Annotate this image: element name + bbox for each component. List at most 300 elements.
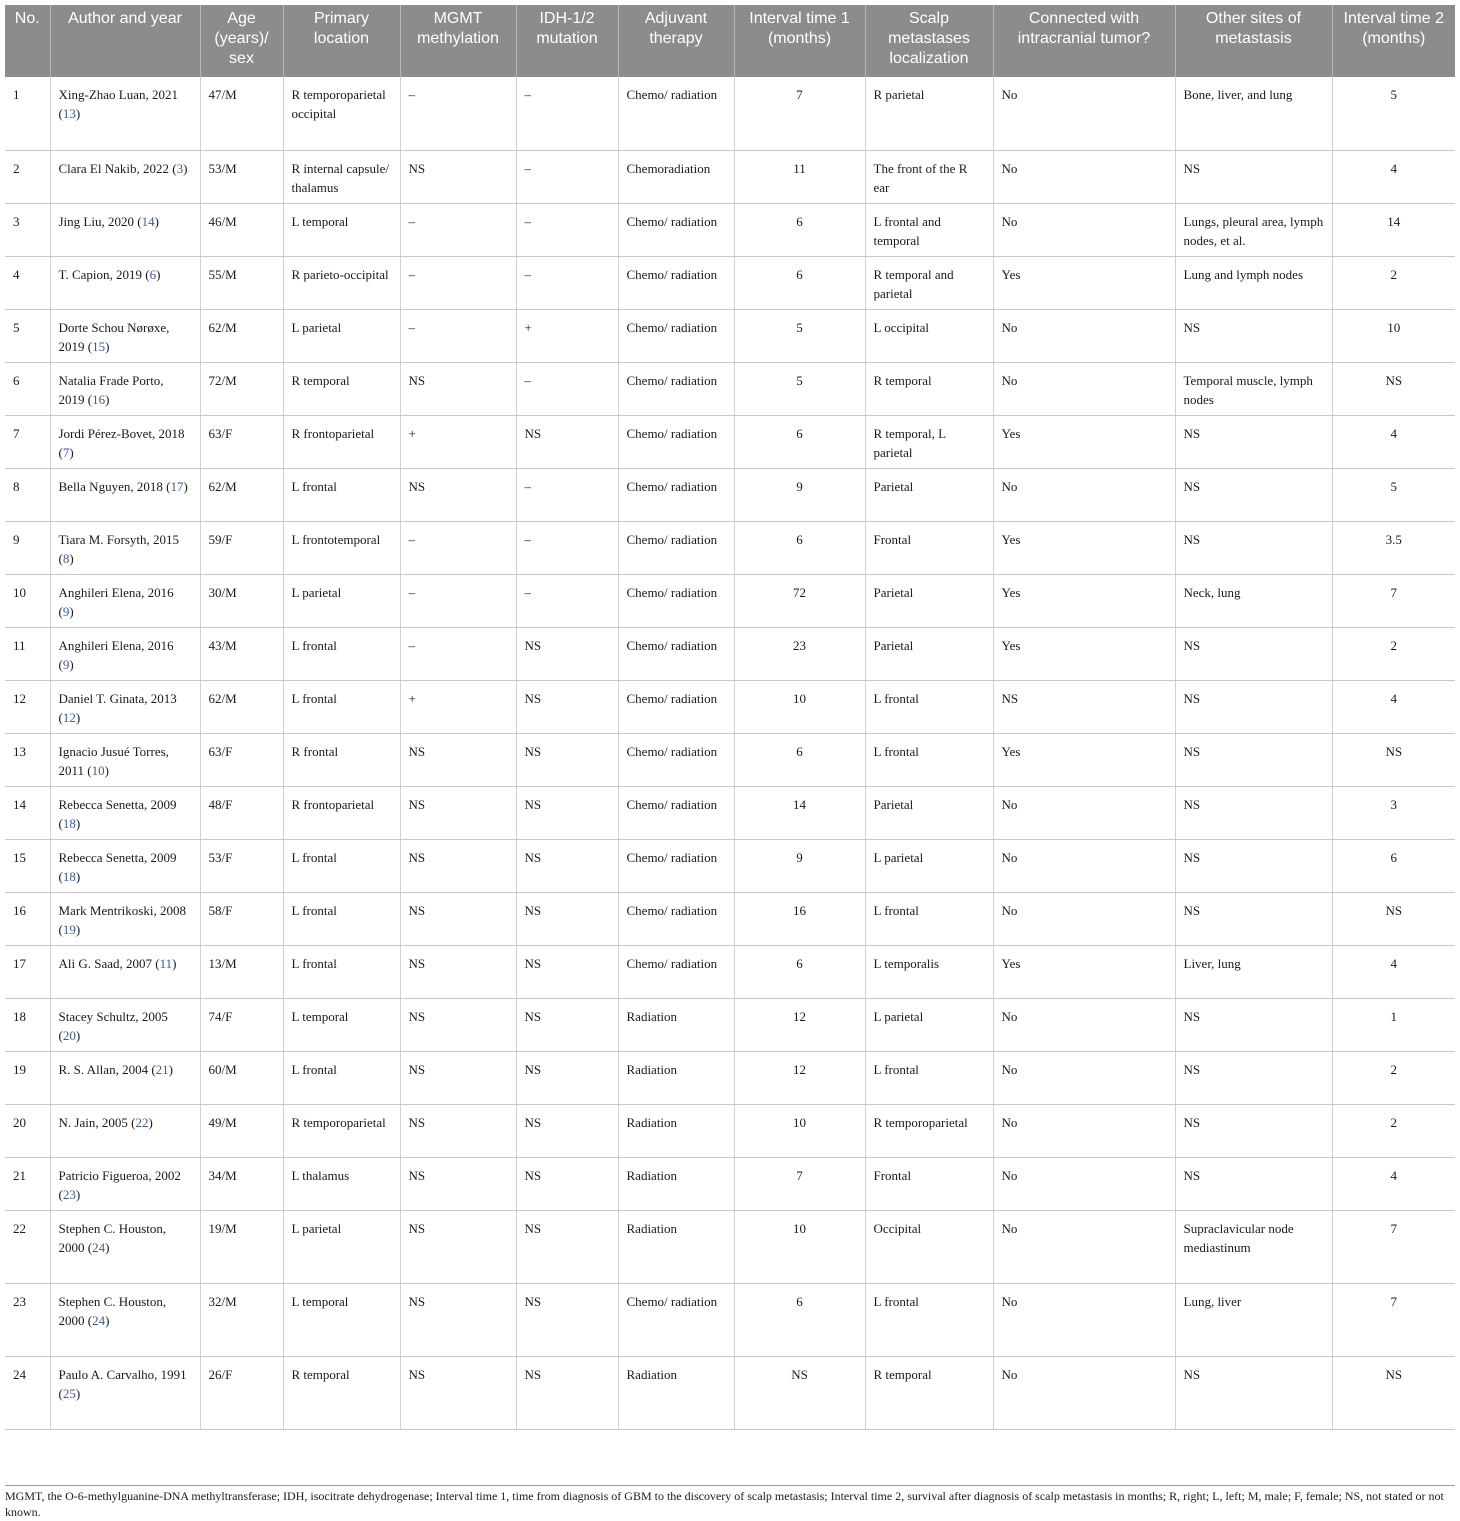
cell-scalp: Frontal	[865, 1157, 993, 1210]
cell-scalp: The front of the R ear	[865, 150, 993, 203]
header-connected: Connected with intracranial tumor?	[993, 5, 1175, 77]
cell-no: 3	[5, 203, 50, 256]
cell-location: L frontotemporal	[283, 521, 400, 574]
cell-scalp: Frontal	[865, 521, 993, 574]
cell-mgmt: –	[400, 77, 516, 150]
cell-idh: NS	[516, 1210, 618, 1283]
cell-interval2: NS	[1332, 892, 1455, 945]
cell-no: 13	[5, 733, 50, 786]
author-name: Dorte Schou Nørøxe, 2019	[58, 319, 170, 354]
cell-scalp: R temporal	[865, 1356, 993, 1429]
reference-link[interactable]: 18	[62, 815, 76, 831]
cell-other: Supraclavicular node mediastinum	[1175, 1210, 1332, 1283]
cell-therapy: Chemo/ radiation	[618, 415, 734, 468]
header-row	[5, 5, 1455, 77]
table-row	[5, 521, 1455, 574]
cell-connected: No	[993, 839, 1175, 892]
reference-link[interactable]: 13	[62, 106, 76, 121]
cell-interval2: 4	[1332, 945, 1455, 998]
author-name: Clara El Nakib, 2022	[58, 160, 169, 176]
header-mgmt: MGMT methylation	[400, 5, 516, 77]
cell-other: NS	[1175, 468, 1332, 521]
cell-connected: Yes	[993, 574, 1175, 627]
cell-therapy: Chemo/ radiation	[618, 521, 734, 574]
cell-connected: No	[993, 150, 1175, 203]
cell-mgmt: –	[400, 203, 516, 256]
table-container	[5, 5, 1455, 1430]
author-name: Natalia Frade Porto, 2019	[58, 372, 164, 407]
cell-no: 14	[5, 786, 50, 839]
cell-other: NS	[1175, 150, 1332, 203]
cell-no: 22	[5, 1210, 50, 1283]
cell-age: 19/M	[200, 1210, 283, 1283]
cell-therapy: Chemo/ radiation	[618, 839, 734, 892]
reference-link[interactable]: 24	[92, 1312, 106, 1328]
cell-idh: –	[516, 468, 618, 521]
cell-interval2: 2	[1332, 1051, 1455, 1104]
cell-age: 26/F	[200, 1356, 283, 1429]
cell-scalp: L frontal	[865, 1283, 993, 1356]
cell-age: 58/F	[200, 892, 283, 945]
cell-other: NS	[1175, 627, 1332, 680]
cell-location: L frontal	[283, 1051, 400, 1104]
cell-interval2: 7	[1332, 574, 1455, 627]
cell-scalp: L parietal	[865, 839, 993, 892]
cell-interval1: 7	[734, 1157, 865, 1210]
cell-mgmt: NS	[400, 1356, 516, 1429]
cell-interval1: 6	[734, 415, 865, 468]
header-other: Other sites of metastasis	[1175, 5, 1332, 77]
cell-location: L frontal	[283, 680, 400, 733]
table-row	[5, 786, 1455, 839]
author-name: Jordi Pérez-Bovet, 2018	[58, 425, 185, 441]
cell-author: Rebecca Senetta, 2009 (18)	[50, 786, 200, 839]
cell-author: T. Capion, 2019 (6)	[50, 256, 200, 309]
cell-no: 19	[5, 1051, 50, 1104]
cell-age: 53/M	[200, 150, 283, 203]
author-name: R. S. Allan, 2004	[58, 1061, 149, 1077]
header-idh: IDH-1/2 mutation	[516, 5, 618, 77]
cell-other: Liver, lung	[1175, 945, 1332, 998]
author-name: Rebecca Senetta, 2009	[58, 796, 177, 812]
scalp-metastasis-table	[5, 5, 1455, 1430]
table-row	[5, 1356, 1455, 1429]
table-row	[5, 309, 1455, 362]
author-name: Stacey Schultz, 2005	[58, 1008, 168, 1024]
cell-idh: NS	[516, 627, 618, 680]
cell-interval2: NS	[1332, 1356, 1455, 1429]
cell-mgmt: NS	[400, 1210, 516, 1283]
cell-interval1: 7	[734, 77, 865, 150]
cell-mgmt: –	[400, 627, 516, 680]
cell-other: Neck, lung	[1175, 574, 1332, 627]
cell-other: NS	[1175, 1157, 1332, 1210]
reference-link[interactable]: 20	[62, 1027, 76, 1043]
cell-no: 8	[5, 468, 50, 521]
cell-location: L parietal	[283, 309, 400, 362]
cell-age: 13/M	[200, 945, 283, 998]
cell-age: 63/F	[200, 733, 283, 786]
cell-interval1: 6	[734, 256, 865, 309]
reference-link[interactable]: 11	[159, 955, 173, 971]
cell-other: NS	[1175, 680, 1332, 733]
table-row	[5, 203, 1455, 256]
cell-idh: NS	[516, 1104, 618, 1157]
cell-interval2: 7	[1332, 1283, 1455, 1356]
cell-idh: NS	[516, 892, 618, 945]
table-row	[5, 574, 1455, 627]
cell-interval1: 10	[734, 680, 865, 733]
cell-age: 47/M	[200, 77, 283, 150]
cell-other: Lungs, pleural area, lymph nodes, et al.	[1175, 203, 1332, 256]
reference-link[interactable]: 16	[92, 391, 106, 407]
cell-connected: No	[993, 786, 1175, 839]
cell-age: 32/M	[200, 1283, 283, 1356]
cell-idh: NS	[516, 1157, 618, 1210]
author-name: T. Capion, 2019	[58, 266, 143, 282]
cell-other: NS	[1175, 1104, 1332, 1157]
cell-idh: NS	[516, 998, 618, 1051]
cell-therapy: Chemo/ radiation	[618, 680, 734, 733]
reference-link[interactable]: 15	[92, 338, 106, 354]
cell-author: Jing Liu, 2020 (14)	[50, 203, 200, 256]
cell-location: R frontoparietal	[283, 415, 400, 468]
table-row	[5, 680, 1455, 733]
cell-mgmt: NS	[400, 1051, 516, 1104]
table-row	[5, 892, 1455, 945]
table-row	[5, 362, 1455, 415]
cell-connected: No	[993, 892, 1175, 945]
cell-age: 74/F	[200, 998, 283, 1051]
cell-mgmt: –	[400, 309, 516, 362]
cell-mgmt: NS	[400, 1283, 516, 1356]
author-name: Anghileri Elena, 2016	[58, 637, 174, 653]
cell-mgmt: +	[400, 680, 516, 733]
cell-scalp: L frontal and temporal	[865, 203, 993, 256]
cell-location: R temporal	[283, 362, 400, 415]
table-row	[5, 733, 1455, 786]
cell-age: 43/M	[200, 627, 283, 680]
cell-idh: –	[516, 574, 618, 627]
cell-scalp: L occipital	[865, 309, 993, 362]
table-row	[5, 415, 1455, 468]
header-interval1: Interval time 1 (months)	[734, 5, 865, 77]
cell-therapy: Chemo/ radiation	[618, 786, 734, 839]
cell-mgmt: NS	[400, 892, 516, 945]
cell-scalp: Parietal	[865, 468, 993, 521]
reference-link[interactable]: 18	[62, 868, 76, 884]
cell-therapy: Chemoradiation	[618, 150, 734, 203]
cell-idh: –	[516, 77, 618, 150]
header-no: No.	[5, 5, 50, 77]
header-location: Primary location	[283, 5, 400, 77]
cell-location: R temporal	[283, 1356, 400, 1429]
cell-other: Bone, liver, and lung	[1175, 77, 1332, 150]
cell-connected: No	[993, 1283, 1175, 1356]
cell-idh: –	[516, 362, 618, 415]
cell-mgmt: NS	[400, 839, 516, 892]
author-name: Patricio Figueroa, 2002	[58, 1167, 181, 1183]
cell-therapy: Radiation	[618, 1210, 734, 1283]
cell-other: NS	[1175, 998, 1332, 1051]
cell-no: 21	[5, 1157, 50, 1210]
reference-link[interactable]: 19	[62, 921, 76, 937]
table-footnote: MGMT, the O-6-methylguanine-DNA methyltransferase; IDH, isocitrate dehydrogenase; Interval time 1, time from diagnosis of GBM to the discovery of scalp metastasis; Interval time 2, survival after diagnosis of scalp metastasis in months; R, right; L, left; M, male; F, female; NS, not stated or not known.	[5, 1485, 1455, 1520]
reference-link[interactable]: 23	[62, 1186, 76, 1202]
cell-therapy: Chemo/ radiation	[618, 892, 734, 945]
cell-mgmt: –	[400, 521, 516, 574]
reference-link[interactable]: 14	[141, 213, 155, 229]
reference-link[interactable]: 22	[135, 1114, 149, 1130]
cell-scalp: L frontal	[865, 892, 993, 945]
author-name: Bella Nguyen, 2018	[58, 478, 163, 494]
cell-other: NS	[1175, 415, 1332, 468]
cell-other: Lung, liver	[1175, 1283, 1332, 1356]
cell-other: NS	[1175, 892, 1332, 945]
reference-link[interactable]: 3	[176, 160, 184, 176]
author-name: Stephen C. Houston, 2000	[58, 1293, 167, 1328]
cell-author: N. Jain, 2005 (22)	[50, 1104, 200, 1157]
cell-age: 72/M	[200, 362, 283, 415]
cell-no: 5	[5, 309, 50, 362]
cell-author: Jordi Pérez-Bovet, 2018 (7)	[50, 415, 200, 468]
cell-location: L frontal	[283, 468, 400, 521]
header-scalp: Scalp metastases localization	[865, 5, 993, 77]
author-name: Tiara M. Forsyth, 2015	[58, 531, 180, 547]
reference-link[interactable]: 10	[91, 762, 105, 778]
cell-interval2: 4	[1332, 1157, 1455, 1210]
cell-scalp: R temporoparietal	[865, 1104, 993, 1157]
cell-interval1: 9	[734, 839, 865, 892]
reference-link[interactable]: 7	[62, 444, 70, 460]
cell-interval2: 4	[1332, 680, 1455, 733]
cell-mgmt: –	[400, 256, 516, 309]
author-name: Ignacio Jusué Torres, 2011	[58, 743, 169, 778]
cell-author: Ignacio Jusué Torres, 2011 (10)	[50, 733, 200, 786]
cell-idh: NS	[516, 733, 618, 786]
cell-age: 49/M	[200, 1104, 283, 1157]
cell-author: Anghileri Elena, 2016 (9)	[50, 627, 200, 680]
cell-location: L parietal	[283, 1210, 400, 1283]
cell-no: 9	[5, 521, 50, 574]
cell-mgmt: NS	[400, 468, 516, 521]
cell-interval2: 1	[1332, 998, 1455, 1051]
author-name: Ali G. Saad, 2007	[58, 955, 153, 971]
cell-therapy: Chemo/ radiation	[618, 574, 734, 627]
cell-mgmt: +	[400, 415, 516, 468]
cell-location: L frontal	[283, 839, 400, 892]
cell-age: 60/M	[200, 1051, 283, 1104]
cell-interval2: 2	[1332, 256, 1455, 309]
header-age: Age (years)/ sex	[200, 5, 283, 77]
cell-author: Stephen C. Houston, 2000 (24)	[50, 1283, 200, 1356]
cell-scalp: L frontal	[865, 733, 993, 786]
cell-mgmt: NS	[400, 998, 516, 1051]
author-name: Daniel T. Ginata, 2013	[58, 690, 177, 706]
cell-location: L frontal	[283, 892, 400, 945]
cell-other: NS	[1175, 1051, 1332, 1104]
cell-connected: No	[993, 468, 1175, 521]
cell-no: 18	[5, 998, 50, 1051]
cell-connected: No	[993, 309, 1175, 362]
cell-interval1: 6	[734, 945, 865, 998]
cell-no: 20	[5, 1104, 50, 1157]
cell-location: L temporal	[283, 998, 400, 1051]
cell-no: 6	[5, 362, 50, 415]
cell-interval1: 10	[734, 1210, 865, 1283]
cell-idh: NS	[516, 415, 618, 468]
cell-mgmt: NS	[400, 945, 516, 998]
cell-age: 30/M	[200, 574, 283, 627]
cell-therapy: Chemo/ radiation	[618, 945, 734, 998]
cell-location: R internal capsule/ thalamus	[283, 150, 400, 203]
cell-therapy: Chemo/ radiation	[618, 203, 734, 256]
cell-connected: Yes	[993, 945, 1175, 998]
header-author: Author and year	[50, 5, 200, 77]
cell-interval1: NS	[734, 1356, 865, 1429]
cell-mgmt: NS	[400, 1157, 516, 1210]
cell-connected: No	[993, 1210, 1175, 1283]
cell-age: 59/F	[200, 521, 283, 574]
cell-author: Daniel T. Ginata, 2013 (12)	[50, 680, 200, 733]
cell-interval1: 11	[734, 150, 865, 203]
cell-interval2: 14	[1332, 203, 1455, 256]
cell-interval2: 4	[1332, 150, 1455, 203]
cell-therapy: Chemo/ radiation	[618, 77, 734, 150]
cell-idh: NS	[516, 945, 618, 998]
cell-scalp: L frontal	[865, 1051, 993, 1104]
cell-interval2: 3.5	[1332, 521, 1455, 574]
reference-link[interactable]: 24	[92, 1239, 106, 1255]
cell-location: L frontal	[283, 945, 400, 998]
cell-interval1: 10	[734, 1104, 865, 1157]
cell-idh: NS	[516, 786, 618, 839]
cell-idh: NS	[516, 680, 618, 733]
cell-interval2: 4	[1332, 415, 1455, 468]
cell-interval2: 6	[1332, 839, 1455, 892]
cell-interval1: 9	[734, 468, 865, 521]
cell-idh: NS	[516, 839, 618, 892]
reference-link[interactable]: 21	[155, 1061, 169, 1077]
cell-interval2: NS	[1332, 733, 1455, 786]
cell-connected: No	[993, 1104, 1175, 1157]
cell-therapy: Chemo/ radiation	[618, 362, 734, 415]
cell-idh: –	[516, 203, 618, 256]
header-therapy: Adjuvant therapy	[618, 5, 734, 77]
cell-mgmt: NS	[400, 733, 516, 786]
cell-therapy: Radiation	[618, 1356, 734, 1429]
table-row	[5, 1210, 1455, 1283]
cell-interval1: 16	[734, 892, 865, 945]
reference-link[interactable]: 9	[62, 656, 70, 672]
cell-interval1: 72	[734, 574, 865, 627]
header-interval2: Interval time 2 (months)	[1332, 5, 1455, 77]
cell-therapy: Chemo/ radiation	[618, 309, 734, 362]
cell-interval2: 5	[1332, 77, 1455, 150]
table-row	[5, 1051, 1455, 1104]
cell-connected: No	[993, 362, 1175, 415]
cell-interval1: 5	[734, 309, 865, 362]
cell-other: NS	[1175, 309, 1332, 362]
author-name: N. Jain, 2005	[58, 1114, 128, 1130]
cell-location: L thalamus	[283, 1157, 400, 1210]
cell-location: R parieto-occipital	[283, 256, 400, 309]
cell-scalp: R temporal and parietal	[865, 256, 993, 309]
cell-location: R frontal	[283, 733, 400, 786]
cell-connected: No	[993, 1051, 1175, 1104]
cell-other: Temporal muscle, lymph nodes	[1175, 362, 1332, 415]
author-name: Rebecca Senetta, 2009	[58, 849, 177, 865]
cell-no: 24	[5, 1356, 50, 1429]
cell-no: 17	[5, 945, 50, 998]
table-row	[5, 839, 1455, 892]
table-row	[5, 150, 1455, 203]
reference-link[interactable]: 6	[149, 266, 157, 282]
cell-connected: Yes	[993, 521, 1175, 574]
reference-link[interactable]: 17	[170, 478, 184, 494]
cell-location: R temporoparietal	[283, 1104, 400, 1157]
table-row	[5, 1157, 1455, 1210]
cell-mgmt: –	[400, 574, 516, 627]
cell-interval1: 6	[734, 521, 865, 574]
cell-idh: –	[516, 521, 618, 574]
cell-interval1: 6	[734, 733, 865, 786]
cell-age: 34/M	[200, 1157, 283, 1210]
cell-interval2: 10	[1332, 309, 1455, 362]
cell-interval1: 23	[734, 627, 865, 680]
cell-location: R frontoparietal	[283, 786, 400, 839]
cell-scalp: Parietal	[865, 574, 993, 627]
table-row	[5, 1104, 1455, 1157]
cell-connected: Yes	[993, 256, 1175, 309]
cell-interval1: 12	[734, 998, 865, 1051]
reference-link[interactable]: 8	[62, 550, 70, 566]
table-row	[5, 1283, 1455, 1356]
cell-no: 10	[5, 574, 50, 627]
cell-therapy: Radiation	[618, 998, 734, 1051]
author-name: Anghileri Elena, 2016	[58, 584, 174, 600]
cell-connected: No	[993, 1356, 1175, 1429]
author-name: Mark Mentrikoski, 2008	[58, 902, 186, 918]
cell-other: NS	[1175, 521, 1332, 574]
cell-therapy: Chemo/ radiation	[618, 468, 734, 521]
cell-interval1: 5	[734, 362, 865, 415]
cell-therapy: Chemo/ radiation	[618, 733, 734, 786]
cell-no: 4	[5, 256, 50, 309]
cell-author: Paulo A. Carvalho, 1991 (25)	[50, 1356, 200, 1429]
cell-connected: Yes	[993, 627, 1175, 680]
cell-therapy: Radiation	[618, 1157, 734, 1210]
table-row	[5, 468, 1455, 521]
author-name: Stephen C. Houston, 2000	[58, 1220, 167, 1255]
cell-author: Ali G. Saad, 2007 (11)	[50, 945, 200, 998]
table-row	[5, 998, 1455, 1051]
cell-therapy: Radiation	[618, 1051, 734, 1104]
cell-author: Stephen C. Houston, 2000 (24)	[50, 1210, 200, 1283]
cell-no: 11	[5, 627, 50, 680]
cell-interval1: 12	[734, 1051, 865, 1104]
cell-interval1: 6	[734, 1283, 865, 1356]
cell-location: L temporal	[283, 203, 400, 256]
cell-idh: NS	[516, 1356, 618, 1429]
author-name: Jing Liu, 2020	[58, 213, 134, 229]
reference-link[interactable]: 12	[62, 709, 76, 725]
cell-location: R temporoparietal occipital	[283, 77, 400, 150]
reference-link[interactable]: 9	[62, 603, 70, 619]
reference-link[interactable]: 25	[62, 1385, 76, 1401]
cell-author: Xing-Zhao Luan, 2021 (13)	[50, 77, 200, 150]
cell-other: NS	[1175, 839, 1332, 892]
